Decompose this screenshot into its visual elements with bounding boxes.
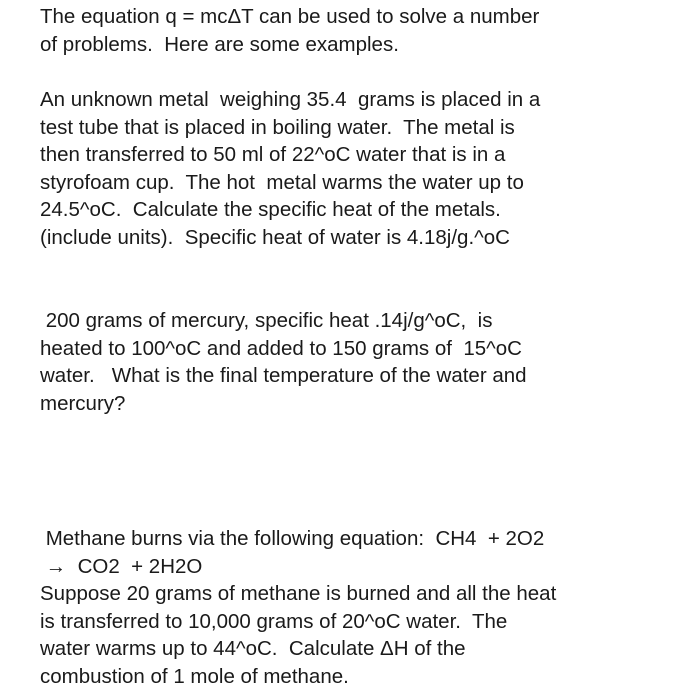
text-line: combustion of 1 mole of methane. xyxy=(40,664,349,688)
text-line: 200 grams of mercury, specific heat .14j/g^oC, is xyxy=(40,309,493,332)
text-line: water. What is the final temperature of the water and xyxy=(40,364,527,387)
text-line: (include units). Specific heat of water is 4.18j/g.^oC xyxy=(40,225,510,249)
text-line: test tube that is placed in boiling water. The metal is xyxy=(40,115,515,139)
question-2-paragraph xyxy=(40,307,670,417)
text-line: An unknown metal weighing 35.4 grams is placed in a xyxy=(40,88,541,111)
text-line: heated to 100^oC and added to 150 grams of 15^oC xyxy=(40,336,522,360)
intro-paragraph xyxy=(40,3,670,58)
text-line: styrofoam cup. The hot metal warms the water up to xyxy=(40,170,524,194)
text-line: is transferred to 10,000 grams of 20^oC water. The xyxy=(40,609,508,633)
text-line: then transferred to 50 ml of 22^oC water that is in a xyxy=(40,143,506,166)
text-line: → CO2 + 2H2O xyxy=(40,554,203,578)
text-line: mercury? xyxy=(40,391,126,415)
text-line: The equation q = mcΔT can be used to solve a number xyxy=(40,5,540,28)
text-line: Methane burns via the following equation: CH4 + 2O2 xyxy=(40,527,545,550)
text-line: 24.5^oC. Calculate the specific heat of the metals. xyxy=(40,198,501,221)
text-line: of problems. Here are some examples. xyxy=(40,32,399,56)
question-1-paragraph xyxy=(40,86,670,251)
text-line: water warms up to 44^oC. Calculate ΔH of the xyxy=(40,637,466,660)
text-line: Suppose 20 grams of methane is burned and all the heat xyxy=(40,582,557,605)
question-3-paragraph xyxy=(40,525,670,690)
